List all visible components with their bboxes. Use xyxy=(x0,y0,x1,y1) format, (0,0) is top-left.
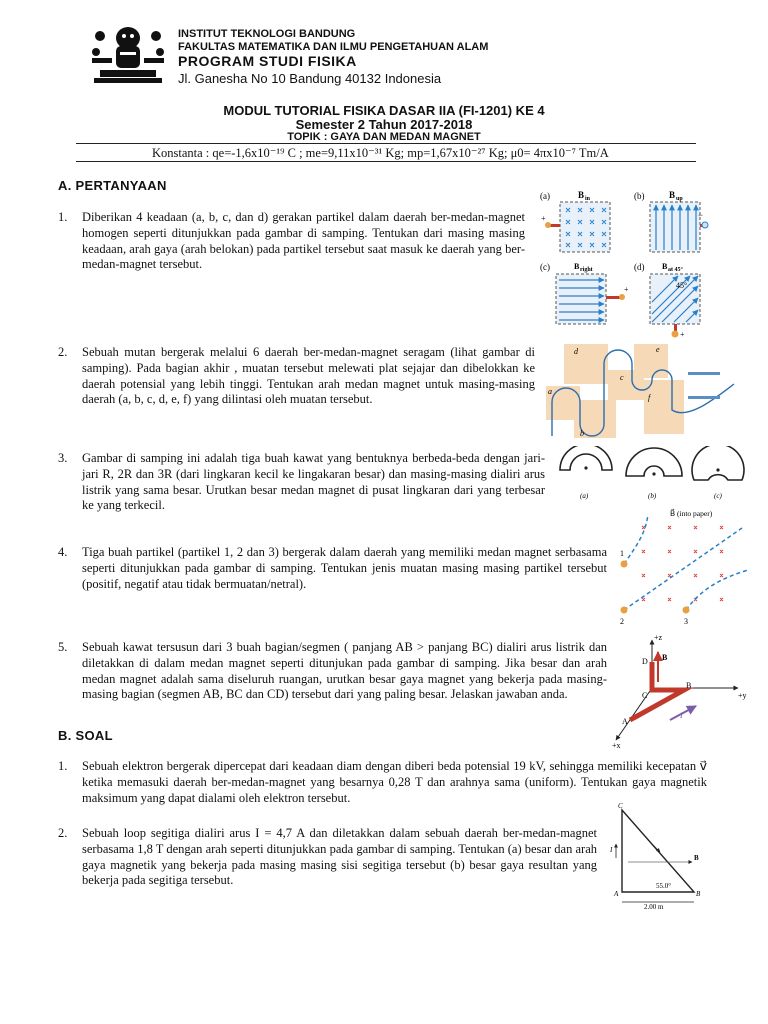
fig2-plate-bottom xyxy=(688,396,720,399)
fig6-side-arrow xyxy=(648,840,660,852)
fig2-label-d: d xyxy=(574,347,578,356)
fig4-track-2 xyxy=(624,528,742,610)
program-name: PROGRAM STUDI FISIKA xyxy=(178,53,357,69)
divider-bottom xyxy=(76,161,696,162)
figure-wire-loops xyxy=(556,446,752,502)
fig2-label-f: f xyxy=(648,393,651,402)
fig1-plus-c: + xyxy=(624,285,629,294)
fig1-plus-d: + xyxy=(680,330,685,338)
topic: TOPIK : GAYA DAN MEDAN MAGNET xyxy=(287,131,481,143)
figure-wire-segments xyxy=(612,634,752,750)
fig5-label-y: +y xyxy=(738,691,747,700)
fig1-particle-c xyxy=(619,294,625,300)
fig1-label-bright: B xyxy=(574,262,580,271)
qa4-number: 4. xyxy=(58,545,68,559)
qa1-text: Diberikan 4 keadaan (a, b, c, dan d) gerakan partikel dalam daerah ber-medan-magnet homogen seperti ditunjukkan pada gambar di samping. Tentukan dari masing masing keadaan, arah gaya (arah belokan) pada partikel tersebut saat masuk ke daerah yang ber-medan-magnet tersebut. xyxy=(82,210,525,272)
qa3-number: 3. xyxy=(58,451,68,465)
qb2-number: 2. xyxy=(58,826,68,840)
qb2-text: Sebuah loop segitiga dialiri arus I = 4,7 A dan diletakkan dalam sebuah daerah ber-medan-magnet serbasama 1,8 T dengan arah seperti ditunjukkan pada gambar di samping. Tentukan (a) besar dan arah gaya magnetik yang bekerja pada masing masing sisi segitiga tersebut (b) besar gaya resultan yang bekerja pada segitiga tersebut. xyxy=(82,826,597,888)
section-b-heading: B. SOAL xyxy=(58,728,113,743)
fig4-particle-2 xyxy=(621,607,628,614)
fig2-plate-top xyxy=(688,372,720,375)
fig1-region-b xyxy=(650,202,700,252)
figure-triangle-loop xyxy=(608,800,728,910)
qa2-number: 2. xyxy=(58,345,68,359)
fig1-label-bin: B xyxy=(578,190,585,200)
fig2-label-a: a xyxy=(548,387,552,396)
fig3-loop-b xyxy=(626,448,682,476)
qa1-number: 1. xyxy=(58,210,68,224)
fig5-label-c: C xyxy=(642,691,648,700)
fig4-particle-3 xyxy=(683,607,690,614)
fig3-loop-c xyxy=(692,446,744,480)
faculty-name: FAKULTAS MATEMATIKA DAN ILMU PENGETAHUAN ALAM xyxy=(178,41,489,53)
fig1-particle-b xyxy=(702,222,708,228)
constants: Konstanta : qe=-1,6x10⁻¹⁹ C ; me=9,11x10⁻³¹ Kg; mp=1,67x10⁻²⁷ Kg; μ0= 4πx10⁻⁷ Tm/A xyxy=(152,146,609,160)
fig1-angle-label: 45° xyxy=(676,281,688,290)
figure-field-regions xyxy=(538,188,710,338)
fig3-loop-a xyxy=(560,446,612,470)
fig1-label-bin-sub: in xyxy=(585,196,591,202)
fig3-label-c: (c) xyxy=(714,492,722,500)
divider-top xyxy=(76,143,696,144)
fig1-label-bup: B xyxy=(669,190,676,200)
fig1-particle-a xyxy=(545,222,551,228)
fig5-label-z: +z xyxy=(654,634,663,642)
fig4-label-2: 2 xyxy=(620,617,624,626)
fig1-label-bright-sub: right xyxy=(580,267,593,273)
qa2-text: Sebuah mutan bergerak melalui 6 daerah ber-medan-magnet seragam (lihat gambar di samping). Pada bagian akhir , muatan tersebut melewati plat sejajar dan dibelokkan ke daerah potensial yang lebih tinggi. Tentukan arah medan magnet untuk masing-masing daerah (a, b, c, d, e, f) yang dilintasi oleh muatan tersebut. xyxy=(82,345,535,407)
qa3-text: Gambar di samping ini adalah tiga buah kawat yang bentuknya berbeda-beda dengan jari-jari R, 2R dan 3R (dari lingkaran kecil ke lingakaran besar) dan masing-masing dialiri arus listrik yang sama besar. Urutkan besar medan magnet di pusat lingkaran dari yang terbesar ke yang terkecil. xyxy=(82,451,545,513)
fig6-label-i: I xyxy=(610,846,613,854)
fig4-label-1: 1 xyxy=(620,549,624,558)
itb-logo xyxy=(86,18,170,86)
fig1-label-c: (c) xyxy=(540,262,550,272)
fig1-label-bat: B xyxy=(662,262,668,271)
fig3-label-a: (a) xyxy=(580,492,589,500)
fig4-particle-1 xyxy=(621,561,628,568)
fig6-triangle xyxy=(622,810,694,892)
fig5-label-x: +x xyxy=(612,741,621,750)
fig2-regions xyxy=(546,344,684,438)
fig1-minus-b: − xyxy=(698,210,704,220)
fig2-label-e: e xyxy=(656,345,660,354)
module-title: MODUL TUTORIAL FISIKA DASAR IIA (FI-1201) KE 4 xyxy=(223,103,545,118)
institute-name: INSTITUT TEKNOLOGI BANDUNG xyxy=(178,28,356,40)
fig1-plus-a: + xyxy=(541,214,546,223)
qa4-text: Tiga buah partikel (partikel 1, 2 dan 3) bergerak dalam daerah yang memiliki medan magnet serbasama seperti ditunjukkan pada gambar di samping. Tentukan jenis muatan masing masing partikel tersebut (positif, negatif atau tidak bermuatan/netral). xyxy=(82,545,607,591)
fig1-label-bat-sub: at 45° xyxy=(668,267,683,273)
fig5-label-i: I xyxy=(680,711,683,720)
fig4-label-3: 3 xyxy=(684,617,688,626)
fig6-label-c: C xyxy=(618,802,623,810)
fig4-legend: B⃗ (into paper) xyxy=(670,509,713,518)
fig6-label-a: A xyxy=(614,890,619,898)
fig6-label-length: 2.00 m xyxy=(644,903,664,910)
fig1-region-c xyxy=(556,274,606,324)
qa5-number: 5. xyxy=(58,640,68,654)
fig2-label-c: c xyxy=(620,373,624,382)
fig6-label-bvec: B⃗ xyxy=(694,854,705,862)
fig1-label-a: (a) xyxy=(540,191,550,201)
fig3-label-b: (b) xyxy=(648,492,657,500)
fig4-track-1 xyxy=(624,514,648,564)
qb1-number: 1. xyxy=(58,759,68,773)
figure-particle-tracks xyxy=(612,504,752,630)
fig6-label-b: B xyxy=(696,890,701,898)
semester: Semester 2 Tahun 2017-2018 xyxy=(295,117,473,132)
fig2-label-b: b xyxy=(580,429,584,438)
fig1-label-bup-sub: up xyxy=(676,196,683,202)
fig5-label-b: B xyxy=(686,681,692,690)
fig1-particle-d xyxy=(672,331,679,338)
fig5-label-bvec: B⃗ xyxy=(662,653,674,662)
fig5-label-d: D xyxy=(642,657,648,666)
section-a-heading: A. PERTANYAAN xyxy=(58,178,167,193)
qb1-text: Sebuah elektron bergerak dipercepat dari keadaan diam dengan diberi beda potensial 19 kV, sehingga memiliki kecepatan v⃗ ketika memasuki daerah ber-medan-magnet yang besarnya 0,28 T dan arahnya sama (uniform). Tentukan gaya magnetik maksimum yang dapat dialami oleh elektron tersebut. xyxy=(82,759,707,805)
qa5-text: Sebuah kawat tersusun dari 3 buah bagian/segmen ( panjang AB > panjang BC) dialiri arus listrik dan diletakkan di dalam medan magnet seperti ditunjukan pada gambar di samping. Jika besar dan arah medan magnet adalah sama diseluruh ruangan, urutkan besar gaya magnet yang bekerja pada masing-masing bagian (segmen AB, BC dan CD) tersebut dari yang paling besar. Jelaskan jawaban anda. xyxy=(82,640,607,702)
figure-charge-path xyxy=(538,340,738,440)
fig5-current-arrow xyxy=(670,706,696,720)
address: Jl. Ganesha No 10 Bandung 40132 Indonesia xyxy=(178,71,442,86)
fig1-label-d: (d) xyxy=(634,262,645,272)
fig5-label-a: A xyxy=(622,717,628,726)
fig6-label-angle: 55.0° xyxy=(656,882,672,890)
fig1-label-b: (b) xyxy=(634,191,645,201)
